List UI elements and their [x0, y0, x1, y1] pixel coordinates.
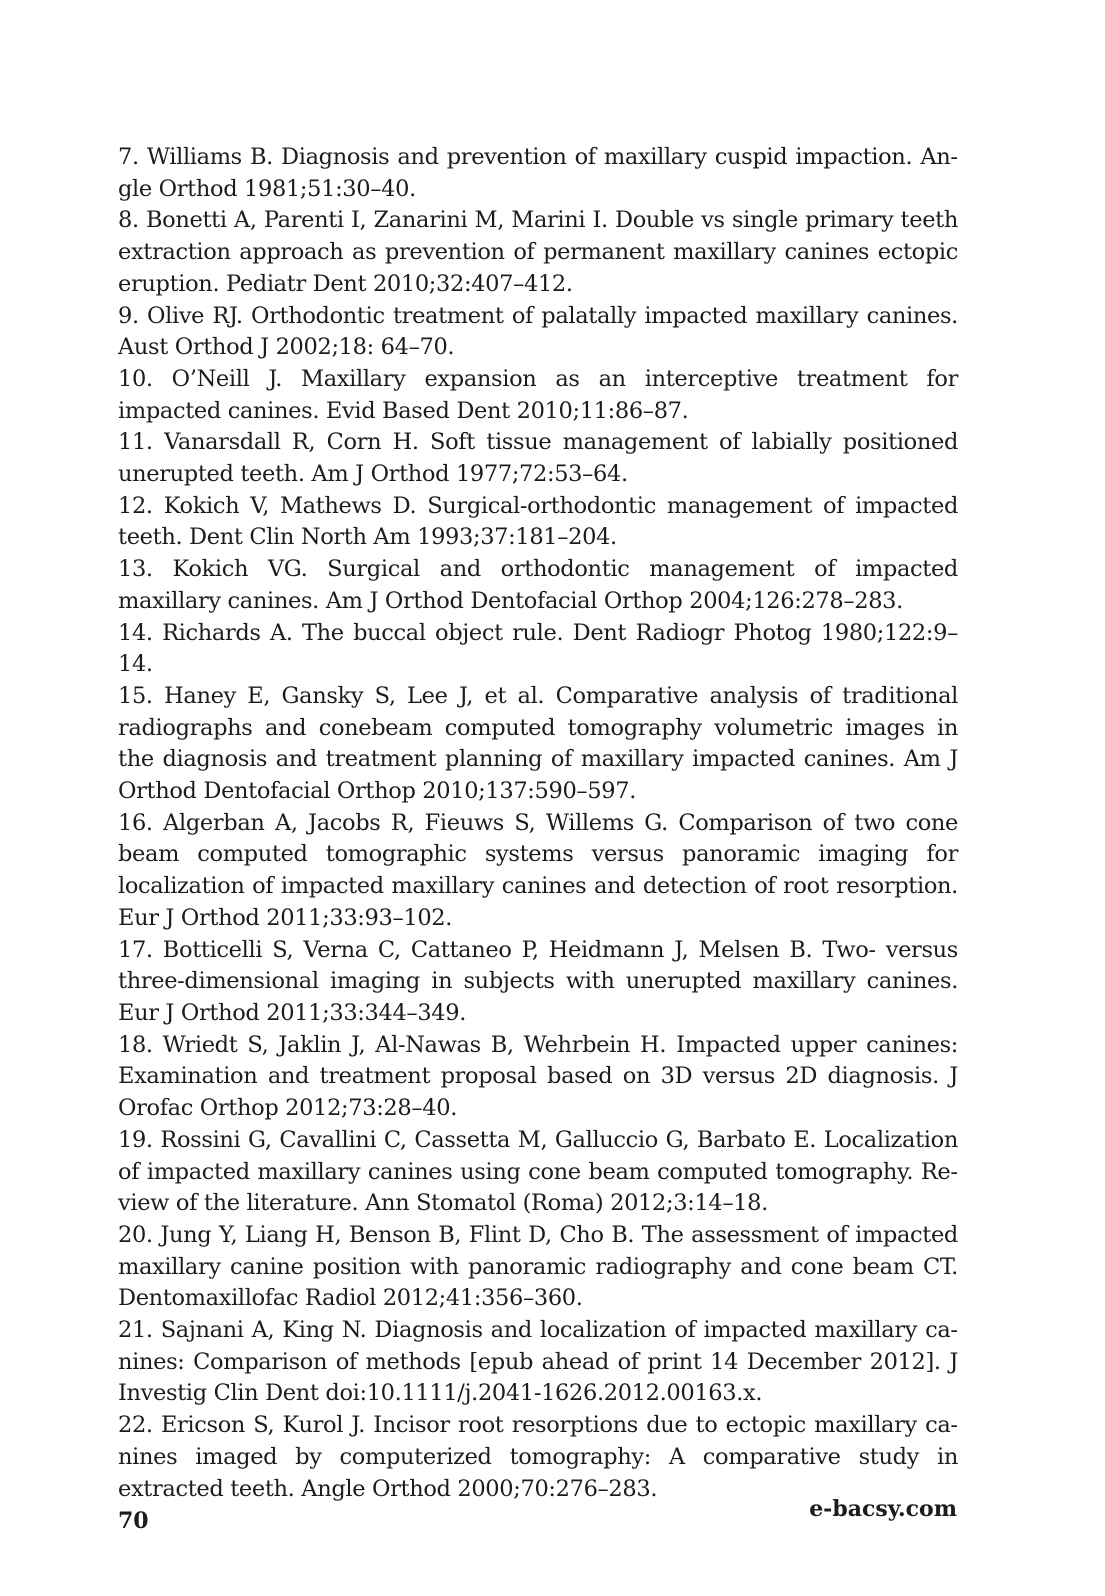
page-number: 70: [118, 1508, 149, 1534]
reference-item: 11. Vanarsdall R, Corn H. Soft tissue management of labially positioned unerupted teeth. Am J Orthod 1977;72:53–64.: [118, 429, 958, 488]
reference-item: 21. Sajnani A, King N. Diagnosis and localization of impacted maxillary canines: Comparison of methods [epub ahead of print 14 December 2012]. J Investig Clin Dent doi:10.1111/j.2041-1626.2012.00163.x.: [118, 1317, 958, 1407]
reference-item: 9. Olive RJ. Orthodontic treatment of palatally impacted maxillary canines. Aust Orthod J 2002;18: 64–70.: [118, 302, 958, 361]
footer-website: e-bacsy.com: [809, 1496, 957, 1522]
reference-item: 7. Williams B. Diagnosis and prevention of maxillary cuspid impaction. Angle Orthod 1981;51:30–40.: [118, 144, 958, 202]
reference-item: 19. Rossini G, Cavallini C, Cassetta M, Galluccio G, Barbato E. Localization of impacted maxillary canines using cone beam computed tomography. Review of the literature. Ann Stomatol (Roma) 2012;3:14–18.: [118, 1126, 958, 1217]
reference-item: 12. Kokich V, Mathews D. Surgical-orthodontic management of impacted teeth. Dent Clin North Am 1993;37:181–204.: [118, 492, 958, 551]
reference-item: 8. Bonetti A, Parenti I, Zanarini M, Marini I. Double vs single primary teeth extraction approach as prevention of permanent maxillary canines ectopic eruption. Pediatr Dent 2010;32:407–412.: [118, 207, 958, 297]
reference-item: 14. Richards A. The buccal object rule. Dent Radiogr Photog 1980;122:9–14.: [118, 619, 958, 678]
reference-item: 10. O’Neill J. Maxillary expansion as an interceptive treatment for impacted canines. Evid Based Dent 2010;11:86–87.: [118, 365, 958, 424]
reference-item: 20. Jung Y, Liang H, Benson B, Flint D, Cho B. The assessment of impacted maxillary canine position with panoramic radiography and cone beam CT. Dentomaxillofac Radiol 2012;41:356–360.: [118, 1221, 958, 1312]
reference-item: 15. Haney E, Gansky S, Lee J, et al. Comparative analysis of traditional radiographs and conebeam computed tomography volumetric images in the diagnosis and treatment planning of maxillary impacted canines. Am J Orthod Dentofacial Orthop 2010;137:590–597.: [118, 682, 958, 805]
reference-list: [118, 142, 958, 1505]
reference-item: 22. Ericson S, Kurol J. Incisor root resorptions due to ectopic maxillary canines imaged by computerized tomography: A comparative study in extracted teeth. Angle Orthod 2000;70:276–283.: [118, 1412, 958, 1502]
reference-item: 16. Algerban A, Jacobs R, Fieuws S, Willems G. Comparison of two cone beam computed tomographic systems versus panoramic imaging for localization of impacted maxillary canines and detection of root resorption. Eur J Orthod 2011;33:93–102.: [118, 809, 958, 931]
reference-item: 18. Wriedt S, Jaklin J, Al-Nawas B, Wehrbein H. Impacted upper canines: Examination and treatment proposal based on 3D versus 2D diagnosis. J Orofac Orthop 2012;73:28–40.: [118, 1031, 958, 1122]
reference-item: 13. Kokich VG. Surgical and orthodontic management of impacted maxillary canines. Am J Orthod Dentofacial Orthop 2004;126:278–283.: [118, 556, 958, 614]
reference-item: 17. Botticelli S, Verna C, Cattaneo P, Heidmann J, Melsen B. Two- versus three-dimensional imaging in subjects with unerupted maxillary canines. Eur J Orthod 2011;33:344–349.: [118, 936, 958, 1026]
